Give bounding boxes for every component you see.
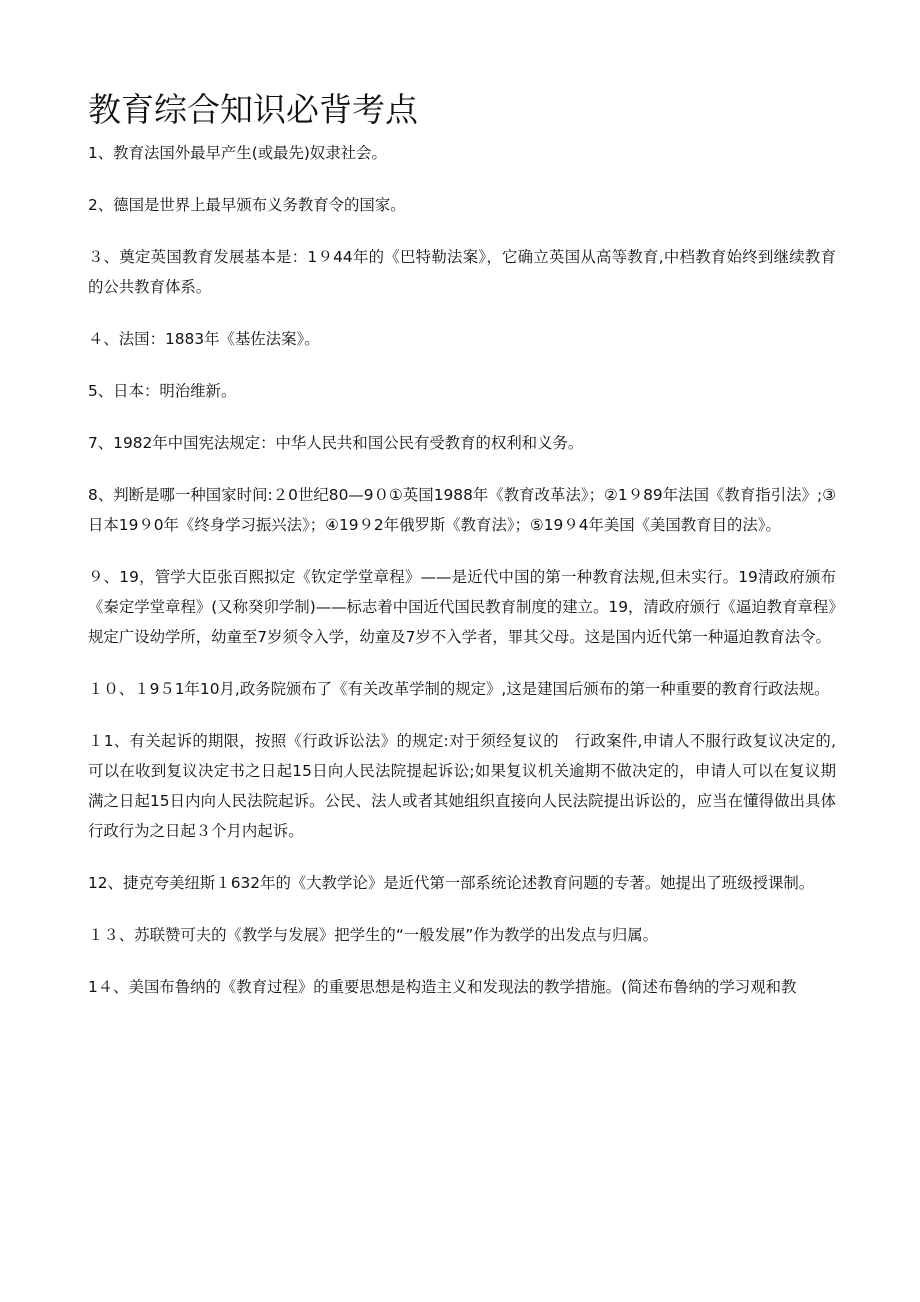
paragraph-3: ３、奠定英国教育发展基本是：1９44年的《巴特勒法案》，它确立英国从高等教育,中档教育始终到继续教育的公共教育体系。 xyxy=(88,248,836,296)
paragraph-12: 12、捷克夸美纽斯１632年的《大教学论》是近代第一部系统论述教育问题的专著。她提出了班级授课制。 xyxy=(88,874,815,892)
paragraph-10: １０、１9５1年10月,政务院颁布了《有关改革学制的规定》,这是建国后颁布的第一种重要的教育行政法规。 xyxy=(88,680,830,698)
paragraph-11: １1、有关起诉的期限，按照《行政诉讼法》的规定:对于须经复议的 行政案件,申请人不服行政复议决定的,可以在收到复议决定书之日起15日向人民法院提起诉讼;如果复议机关逾期不做决定的，申请人可以在复议期满之日起15日内向人民法院起诉。公民、法人或者其她组织直接向人民法院提出诉讼的，应当在懂得做出具体行政行为之日起３个月内起诉。 xyxy=(88,732,836,840)
paragraph-4: ４、法国：1883年《基佐法案》。 xyxy=(88,330,320,348)
document-page xyxy=(88,86,836,1024)
document-title: 教育综合知识必背考点 xyxy=(88,90,418,129)
paragraph-9: ９、19，管学大臣张百熙拟定《钦定学堂章程》——是近代中国的第一种教育法规,但未实行。19清政府颁布《秦定学堂章程》(又称癸卯学制)——标志着中国近代国民教育制度的建立。19，清政府颁行《逼迫教育章程》规定广设幼学所，幼童至7岁须令入学，幼童及7岁不入学者，罪其父母。这是国内近代第一种逼迫教育法令。 xyxy=(88,568,836,646)
paragraph-8: 8、判断是哪一种国家时间:２0世纪80—9０①英国1988年《教育改革法》；②1９89年法国《教育指引法》;③日本19９0年《终身学习振兴法》；④19９2年俄罗斯《教育法》；⑤19９4年美国《美国教育目的法》。 xyxy=(88,486,836,534)
paragraph-2: 2、德国是世界上最早颁布义务教育令的国家。 xyxy=(88,196,406,214)
paragraph-7: 7、1982年中国宪法规定：中华人民共和国公民有受教育的权利和义务。 xyxy=(88,434,584,452)
paragraph-14: 1４、美国布鲁纳的《教育过程》的重要思想是构造主义和发现法的教学措施。(简述布鲁纳的学习观和教 xyxy=(88,978,797,996)
paragraph-5: 5、日本：明治维新。 xyxy=(88,382,237,400)
paragraph-1: 1、教育法国外最早产生(或最先)奴隶社会。 xyxy=(88,144,387,162)
paragraph-13: １３、苏联赞可夫的《教学与发展》把学生的“一般发展”作为教学的出发点与归属。 xyxy=(88,926,659,944)
